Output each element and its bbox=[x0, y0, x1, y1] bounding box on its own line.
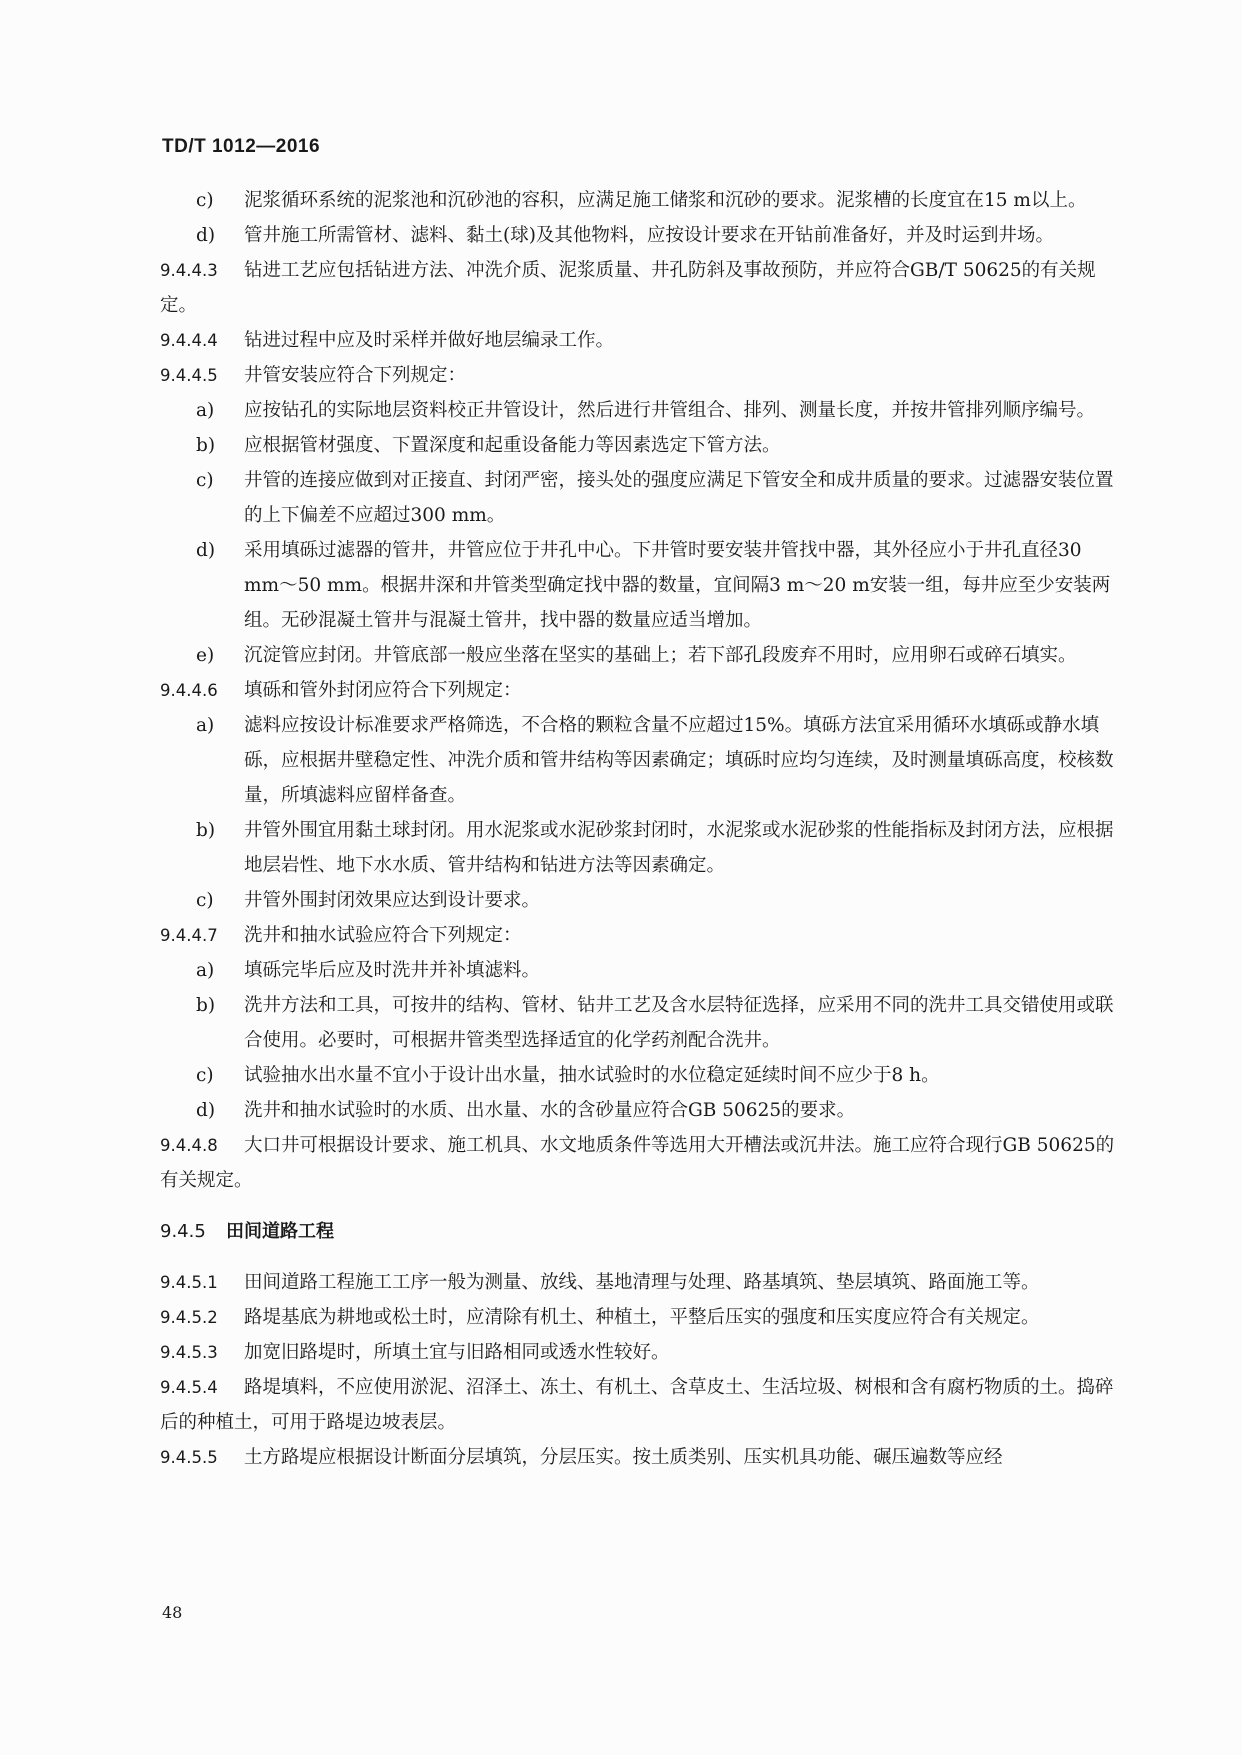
list-item bbox=[160, 218, 1120, 253]
clause-number: 9.4.5.2 bbox=[160, 1308, 218, 1327]
list-item bbox=[160, 533, 1120, 638]
list-item-text: 洗井和抽水试验时的水质、出水量、水的含砂量应符合GB 50625的要求。 bbox=[244, 1100, 856, 1121]
list-item-text: 洗井方法和工具，可按井的结构、管材、钻井工艺及含水层特征选择，应采用不同的洗井工具交错使用或联合使用。必要时，可根据井管类型选择适宜的化学药剂配合洗井。 bbox=[244, 995, 1114, 1051]
list-item bbox=[160, 953, 1120, 988]
clause-number: 9.4.4.7 bbox=[160, 926, 218, 945]
list-marker: e) bbox=[196, 645, 215, 666]
clause bbox=[160, 1300, 1120, 1335]
document-body bbox=[160, 183, 1120, 1475]
list-item bbox=[160, 428, 1120, 463]
clause-number: 9.4.5.4 bbox=[160, 1378, 218, 1397]
list-item bbox=[160, 183, 1120, 218]
list-marker: d) bbox=[196, 1100, 216, 1121]
list-item-text: 试验抽水出水量不宜小于设计出水量，抽水试验时的水位稳定延续时间不应少于8 h。 bbox=[244, 1065, 940, 1086]
list-item-text: 应根据管材强度、下置深度和起重设备能力等因素选定下管方法。 bbox=[244, 435, 781, 456]
clause-text: 井管安装应符合下列规定： bbox=[244, 365, 467, 386]
list-item-text: 滤料应按设计标准要求严格筛选，不合格的颗粒含量不应超过15%。填砾方法宜采用循环水填砾或静水填砾，应根据井壁稳定性、冲洗介质和管井结构等因素确定；填砾时应均匀连续，及时测量填砾高度，校核数量，所填滤料应留样备查。 bbox=[244, 715, 1114, 806]
clause bbox=[160, 1265, 1120, 1300]
clause-number: 9.4.4.3 bbox=[160, 261, 218, 280]
list-marker: b) bbox=[196, 995, 216, 1016]
list-item bbox=[160, 638, 1120, 673]
list-marker: b) bbox=[196, 820, 216, 841]
clause-number: 9.4.5.5 bbox=[160, 1448, 218, 1467]
clause-number: 9.4.4.4 bbox=[160, 331, 218, 350]
page-number: 48 bbox=[162, 1603, 183, 1622]
clause-number: 9.4.4.6 bbox=[160, 681, 218, 700]
clause-text: 大口井可根据设计要求、施工机具、水文地质条件等选用大开槽法或沉井法。施工应符合现行GB 50625的有关规定。 bbox=[160, 1135, 1115, 1191]
list-item bbox=[160, 813, 1120, 883]
list-item-text: 沉淀管应封闭。井管底部一般应坐落在坚实的基础上；若下部孔段废弃不用时，应用卵石或碎石填实。 bbox=[244, 645, 1077, 666]
clause-text: 洗井和抽水试验应符合下列规定： bbox=[244, 925, 522, 946]
list-marker: a) bbox=[196, 715, 215, 736]
clause-text: 土方路堤应根据设计断面分层填筑，分层压实。按土质类别、压实机具功能、碾压遍数等应经 bbox=[244, 1447, 1003, 1468]
section-number: 9.4.5 bbox=[160, 1221, 206, 1242]
list-marker: c) bbox=[196, 1065, 214, 1086]
clause-text: 田间道路工程施工工序一般为测量、放线、基地清理与处理、路基填筑、垫层填筑、路面施工等。 bbox=[244, 1272, 1040, 1293]
clause-number: 9.4.5.1 bbox=[160, 1273, 218, 1292]
list-item-text: 应按钻孔的实际地层资料校正井管设计，然后进行井管组合、排列、测量长度，并按井管排列顺序编号。 bbox=[244, 400, 1096, 421]
section-title: 田间道路工程 bbox=[226, 1221, 334, 1242]
clause bbox=[160, 918, 1120, 953]
standard-code-header: TD/T 1012—2016 bbox=[162, 136, 321, 157]
clause-number: 9.4.5.3 bbox=[160, 1343, 218, 1362]
list-item bbox=[160, 463, 1120, 533]
clause-number: 9.4.4.5 bbox=[160, 366, 218, 385]
clause-text: 加宽旧路堤时，所填土宜与旧路相同或透水性较好。 bbox=[244, 1342, 670, 1363]
list-marker: c) bbox=[196, 890, 214, 911]
clause-text: 钻进工艺应包括钻进方法、冲洗介质、泥浆质量、井孔防斜及事故预防，并应符合GB/T 50625的有关规定。 bbox=[160, 260, 1096, 316]
list-item bbox=[160, 1058, 1120, 1093]
list-marker: d) bbox=[196, 540, 216, 561]
list-marker: a) bbox=[196, 960, 215, 981]
clause-text: 路堤填料，不应使用淤泥、沼泽土、冻土、有机土、含草皮土、生活垃圾、树根和含有腐朽物质的土。捣碎后的种植土，可用于路堤边坡表层。 bbox=[160, 1377, 1114, 1433]
clause bbox=[160, 358, 1120, 393]
list-item bbox=[160, 988, 1120, 1058]
clause-text: 填砾和管外封闭应符合下列规定： bbox=[244, 680, 522, 701]
list-item-text: 泥浆循环系统的泥浆池和沉砂池的容积，应满足施工储浆和沉砂的要求。泥浆槽的长度宜在15 m以上。 bbox=[244, 190, 1087, 211]
list-item bbox=[160, 393, 1120, 428]
list-item-text: 采用填砾过滤器的管井，井管应位于井孔中心。下井管时要安装井管找中器，其外径应小于井孔直径30 mm～50 mm。根据井深和井管类型确定找中器的数量，宜间隔3 m～20 m安装一组，每井应至少安装两组。无砂混凝土管井与混凝土管井，找中器的数量应适当增加。 bbox=[244, 540, 1111, 631]
clause bbox=[160, 323, 1120, 358]
clause bbox=[160, 1440, 1120, 1475]
clause-text: 路堤基底为耕地或松土时，应清除有机土、种植土，平整后压实的强度和压实度应符合有关规定。 bbox=[244, 1307, 1040, 1328]
list-item-text: 井管的连接应做到对正接直、封闭严密，接头处的强度应满足下管安全和成井质量的要求。过滤器安装位置的上下偏差不应超过300 mm。 bbox=[244, 470, 1114, 526]
clause bbox=[160, 673, 1120, 708]
list-marker: a) bbox=[196, 400, 215, 421]
clause bbox=[160, 1128, 1120, 1198]
list-item-text: 井管外围宜用黏土球封闭。用水泥浆或水泥砂浆封闭时，水泥浆或水泥砂浆的性能指标及封闭方法，应根据地层岩性、地下水水质、管井结构和钻进方法等因素确定。 bbox=[244, 820, 1114, 876]
clause-text: 钻进过程中应及时采样并做好地层编录工作。 bbox=[244, 330, 615, 351]
clause-number: 9.4.4.8 bbox=[160, 1136, 218, 1155]
clause bbox=[160, 1335, 1120, 1370]
clause bbox=[160, 253, 1120, 323]
list-item-text: 管井施工所需管材、滤料、黏土(球)及其他物料，应按设计要求在开钻前准备好，并及时运到井场。 bbox=[244, 225, 1054, 246]
list-item-text: 填砾完毕后应及时洗井并补填滤料。 bbox=[244, 960, 541, 981]
section-heading bbox=[160, 1214, 1120, 1249]
list-item bbox=[160, 883, 1120, 918]
list-marker: c) bbox=[196, 190, 214, 211]
list-marker: b) bbox=[196, 435, 216, 456]
list-item-text: 井管外围封闭效果应达到设计要求。 bbox=[244, 890, 541, 911]
list-marker: d) bbox=[196, 225, 216, 246]
list-item bbox=[160, 708, 1120, 813]
list-marker: c) bbox=[196, 470, 214, 491]
clause bbox=[160, 1370, 1120, 1440]
list-item bbox=[160, 1093, 1120, 1128]
